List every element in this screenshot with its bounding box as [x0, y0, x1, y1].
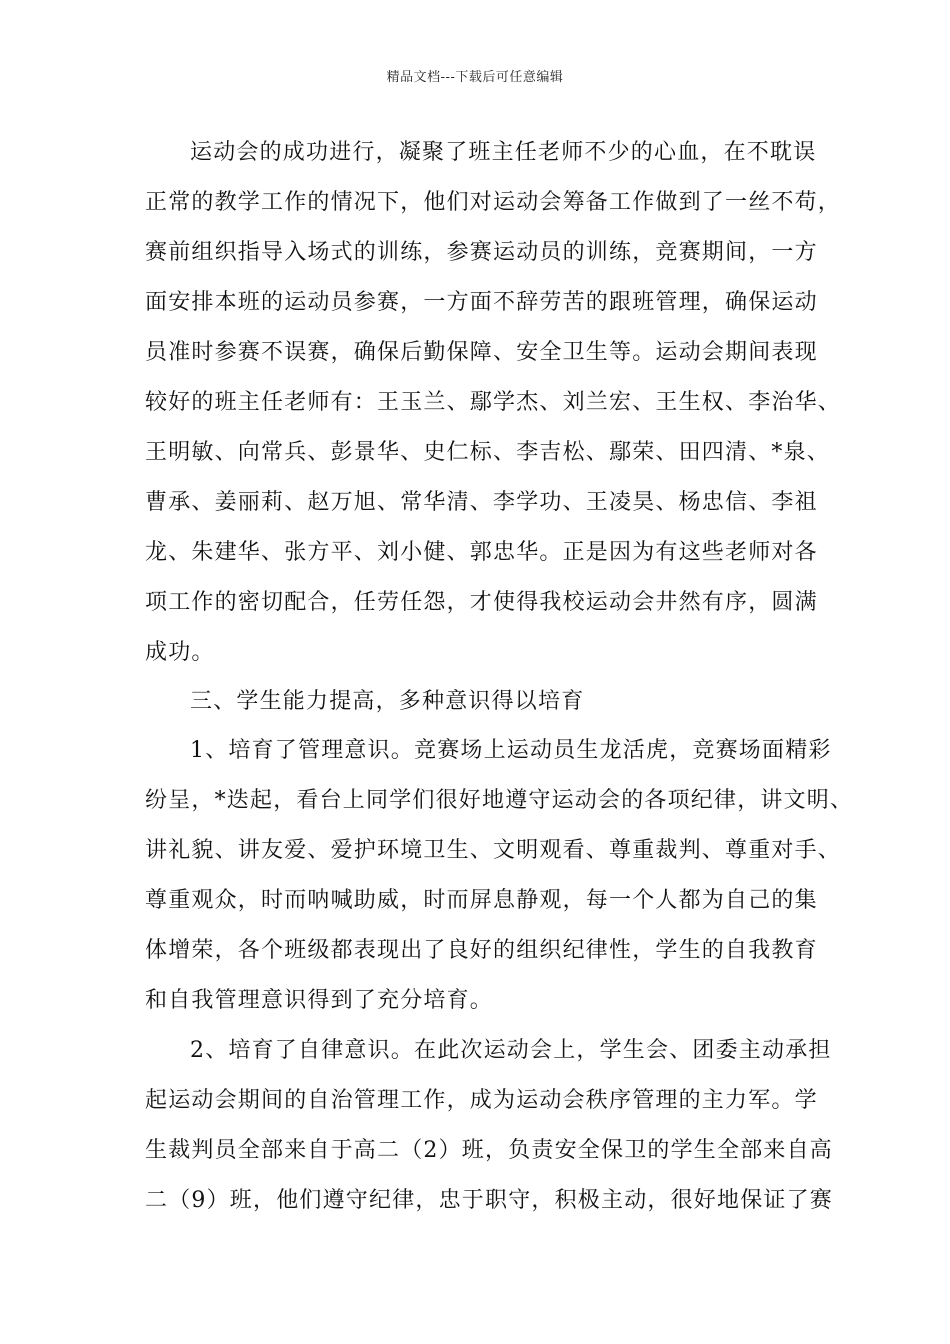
paragraph-line: 2、培育了自律意识。在此次运动会上，学生会、团委主动承担 — [190, 1038, 832, 1063]
paragraph-line: 员准时参赛不误赛，确保后勤保障、安全卫生等。运动会期间表现 — [145, 340, 818, 365]
paragraph-line: 面安排本班的运动员参赛，一方面不辞劳苦的跟班管理，确保运动 — [145, 290, 818, 315]
paragraph-line: 龙、朱建华、张方平、刘小健、郭忠华。正是因为有这些老师对各 — [145, 540, 818, 565]
paragraph-line: 项工作的密切配合，任劳任怨，才使得我校运动会井然有序，圆满 — [145, 590, 818, 615]
paragraph-line: 正常的教学工作的情况下，他们对运动会筹备工作做到了一丝不苟， — [145, 190, 842, 215]
page-header: 精品文档---下载后可任意编辑 — [386, 70, 564, 85]
paragraph-line: 二（9）班，他们遵守纪律，忠于职守，积极主动，很好地保证了赛 — [145, 1188, 833, 1213]
paragraph-line: 成功。 — [145, 640, 215, 665]
section-heading: 三、学生能力提高，多种意识得以培育 — [190, 689, 585, 714]
paragraph-line: 体增荣，各个班级都表现出了良好的组织纪律性，学生的自我教育 — [145, 938, 818, 963]
paragraph-line: 王明敏、向常兵、彭景华、史仁标、李吉松、鄢荣、田四清、*泉、 — [145, 440, 831, 465]
paragraph-line: 讲礼貌、讲友爱、爱护环境卫生、文明观看、尊重裁判、尊重对手、 — [145, 838, 842, 863]
paragraph-line: 1、培育了管理意识。竞赛场上运动员生龙活虎，竞赛场面精彩 — [190, 738, 832, 763]
paragraph-line: 尊重观众，时而呐喊助威，时而屏息静观，每一个人都为自己的集 — [145, 888, 818, 913]
paragraph-line: 运动会的成功进行，凝聚了班主任老师不少的心血，在不耽误 — [190, 140, 817, 165]
paragraph-line: 较好的班主任老师有：王玉兰、鄢学杰、刘兰宏、王生权、李治华、 — [145, 390, 842, 415]
paragraph-line: 曹承、姜丽莉、赵万旭、常华清、李学功、王凌昊、杨忠信、李祖 — [145, 490, 818, 515]
paragraph-line: 起运动会期间的自治管理工作，成为运动会秩序管理的主力军。学 — [145, 1088, 818, 1113]
paragraph-line: 赛前组织指导入场式的训练，参赛运动员的训练，竞赛期间，一方 — [145, 240, 818, 265]
paragraph-line: 生裁判员全部来自于高二（2）班，负责安全保卫的学生全部来自高 — [145, 1138, 833, 1163]
paragraph-line: 纷呈，*迭起，看台上同学们很好地遵守运动会的各项纪律，讲文明、 — [145, 788, 854, 813]
paragraph-line: 和自我管理意识得到了充分培育。 — [145, 988, 494, 1013]
